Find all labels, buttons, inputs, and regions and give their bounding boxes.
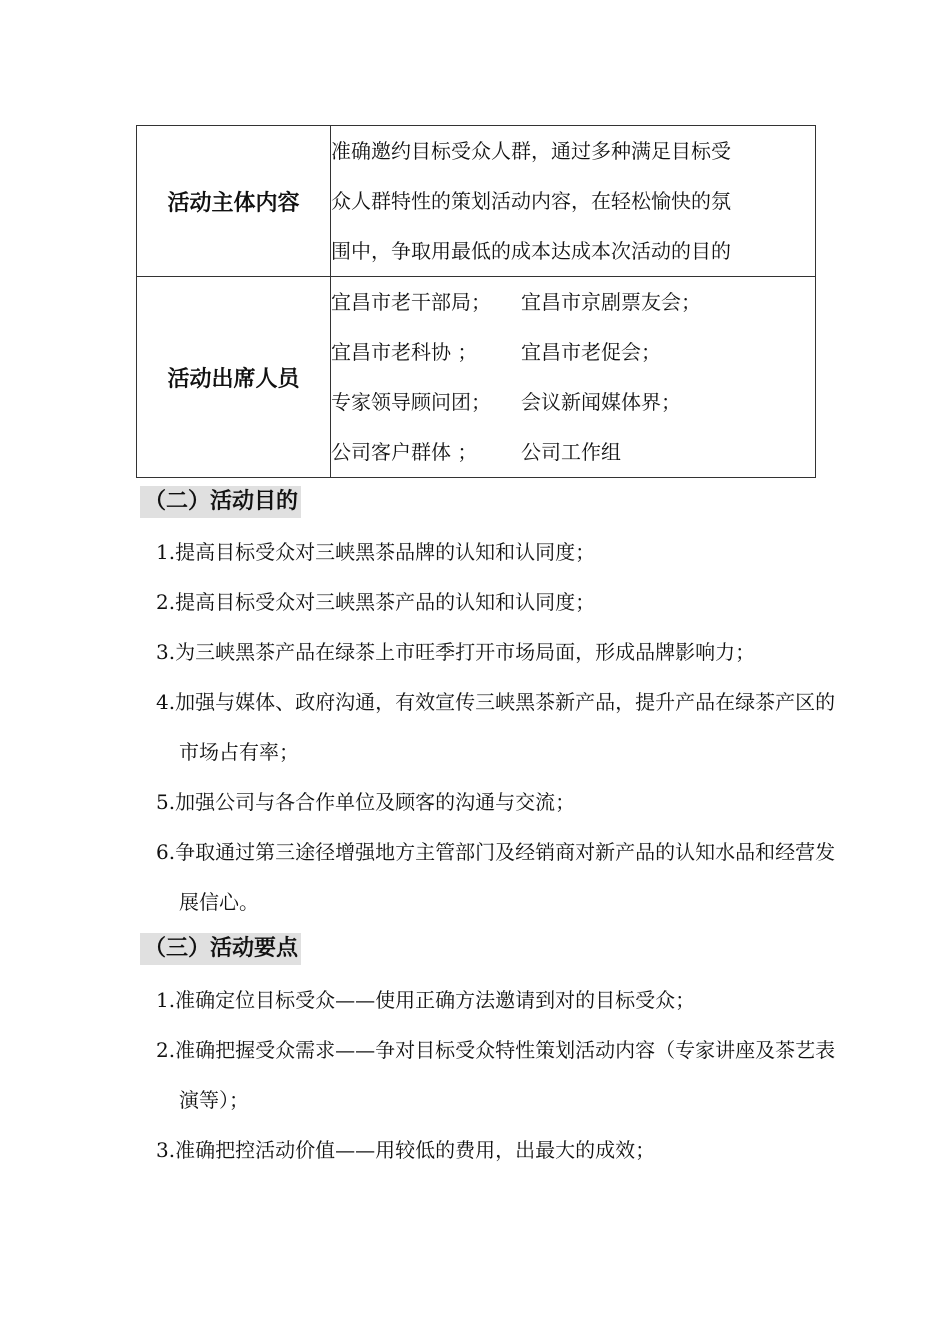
attendee-item: 公司客户群体 ； bbox=[331, 440, 478, 464]
list-item: 1.准确定位目标受众——使用正确方法邀请到对的目标受众； bbox=[156, 988, 696, 1012]
content-line: 准确邀约目标受众人群，通过多种满足目标受 bbox=[331, 139, 731, 163]
activity-info-table bbox=[136, 125, 816, 478]
list-item: 2.准确把握受众需求——争对目标受众特性策划活动内容（专家讲座及茶艺表演等）； bbox=[156, 1038, 836, 1112]
table-row bbox=[137, 277, 816, 478]
content-line: 围中，争取用最低的成本达成本次活动的目的 bbox=[331, 239, 731, 263]
table-row bbox=[137, 126, 816, 277]
list-item: 4.加强与媒体、政府沟通，有效宣传三峡黑茶新产品，提升产品在绿茶产区的市场占有率； bbox=[156, 690, 836, 764]
list-item: 2.提高目标受众对三峡黑茶产品的认知和认同度； bbox=[156, 590, 596, 614]
list-item: 1.提高目标受众对三峡黑茶品牌的认知和认同度； bbox=[156, 540, 596, 564]
attendee-line bbox=[331, 427, 815, 477]
attendee-item: 公司工作组 bbox=[521, 440, 621, 464]
attendee-item: 宜昌市老干部局； bbox=[331, 290, 491, 314]
objectives-list bbox=[156, 527, 836, 927]
row-content-main bbox=[331, 126, 816, 277]
section-heading-objectives: （二）活动目的 bbox=[140, 486, 301, 518]
key-points-list bbox=[156, 975, 836, 1175]
attendee-line bbox=[331, 377, 815, 427]
row-label-main-content: 活动主体内容 bbox=[137, 126, 331, 277]
attendee-line bbox=[331, 277, 815, 327]
list-item: 3.为三峡黑茶产品在绿茶上市旺季打开市场局面，形成品牌影响力； bbox=[156, 640, 756, 664]
row-label-attendees: 活动出席人员 bbox=[137, 277, 331, 478]
content-line: 众人群特性的策划活动内容，在轻松愉快的氛 bbox=[331, 189, 731, 213]
attendee-item: 宜昌市老促会； bbox=[521, 340, 661, 364]
attendee-item: 宜昌市京剧票友会； bbox=[521, 290, 701, 314]
attendee-line bbox=[331, 327, 815, 377]
list-item: 3.准确把控活动价值——用较低的费用，出最大的成效； bbox=[156, 1138, 656, 1162]
list-item: 5.加强公司与各合作单位及顾客的沟通与交流； bbox=[156, 790, 576, 814]
attendee-item: 宜昌市老科协 ； bbox=[331, 340, 478, 364]
attendee-item: 专家领导顾问团； bbox=[331, 390, 491, 414]
list-item: 6.争取通过第三途径增强地方主管部门及经销商对新产品的认知水品和经营发展信心。 bbox=[156, 840, 836, 914]
row-content-attendees bbox=[331, 277, 816, 478]
section-heading-key-points: （三）活动要点 bbox=[140, 933, 301, 965]
attendee-item: 会议新闻媒体界； bbox=[521, 390, 681, 414]
